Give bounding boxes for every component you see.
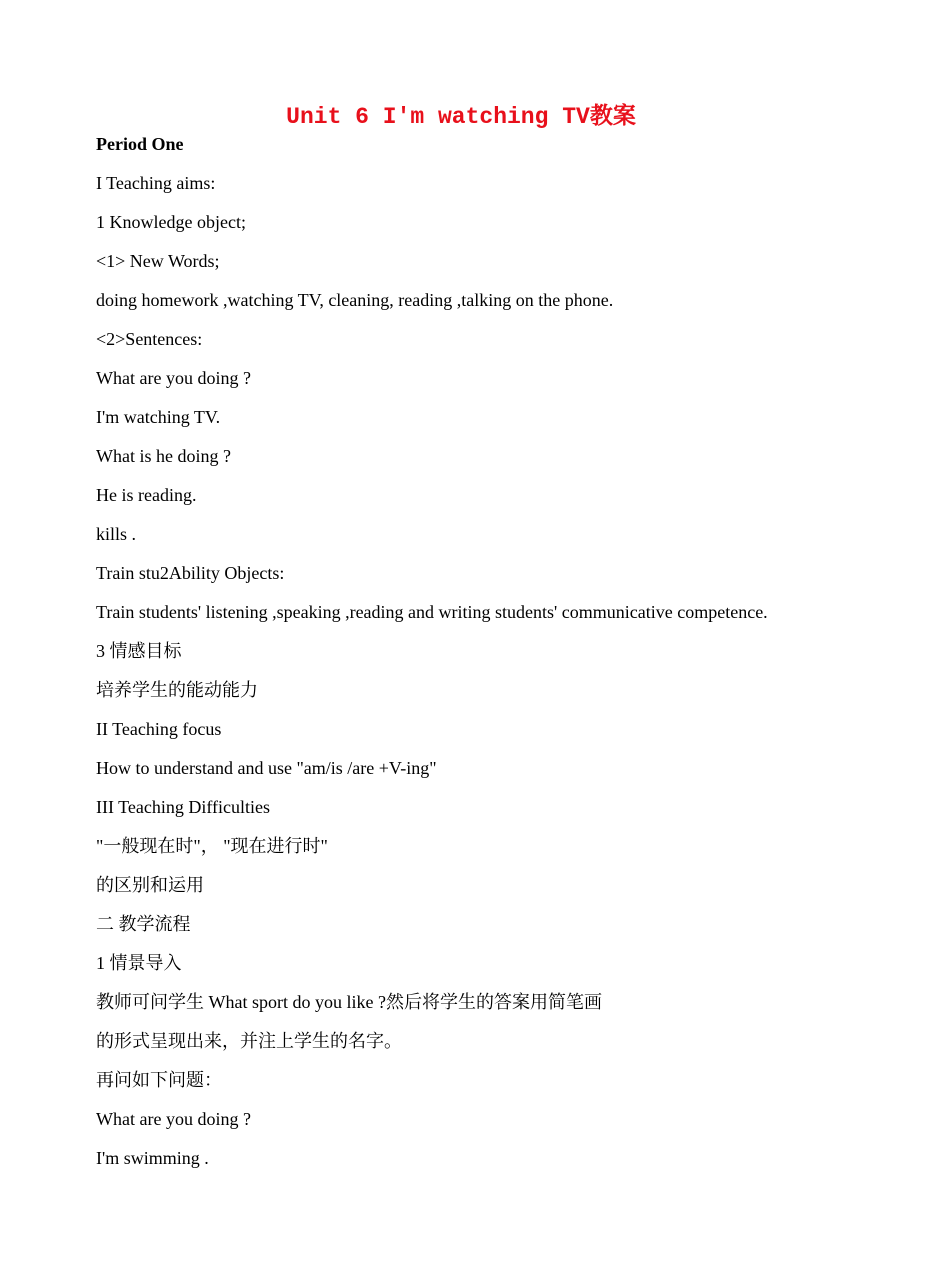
text-line: 教师可问学生 What sport do you like ?然后将学生的答案用简笔画 (96, 992, 602, 1012)
text-line: 培养学生的能动能力 (96, 680, 258, 700)
text-line: 的区别和运用 (96, 875, 204, 895)
text-line: 的形式呈现出来，并注上学生的名字。 (96, 1031, 402, 1051)
document-body (96, 130, 896, 1183)
text-line: Train students' listening ,speaking ,reading and writing students' communicative competence. (96, 602, 768, 622)
text-line: doing homework ,watching TV, cleaning, reading ,talking on the phone. (96, 290, 614, 310)
text-line: <1> New Words; (96, 251, 220, 271)
text-line: Train stu2Ability Objects: (96, 563, 285, 583)
text-line: I Teaching aims: (96, 173, 216, 193)
section-heading: Period One (96, 134, 184, 154)
text-line: III Teaching Difficulties (96, 797, 271, 817)
text-line: He is reading. (96, 485, 197, 505)
text-line: 1 情景导入 (96, 953, 182, 973)
text-line: I'm swimming . (96, 1148, 209, 1168)
text-line: What is he doing ? (96, 446, 231, 466)
text-line: <2>Sentences: (96, 329, 203, 349)
text-line: How to understand and use "am/is /are +V-ing" (96, 758, 437, 778)
text-line: 3 情感目标 (96, 641, 182, 661)
document-title: Unit 6 I'm watching TV教案 (286, 104, 636, 130)
text-line: I'm watching TV. (96, 407, 221, 427)
text-line: What are you doing ? (96, 1109, 251, 1129)
text-line: 二 教学流程 (96, 914, 191, 934)
text-line: 1 Knowledge object; (96, 212, 246, 232)
text-line: What are you doing ? (96, 368, 251, 388)
text-line: II Teaching focus (96, 719, 222, 739)
text-line: kills . (96, 524, 137, 544)
text-line: "一般现在时"， "现在进行时" (96, 836, 328, 856)
text-line: 再问如下问题： (96, 1070, 222, 1090)
